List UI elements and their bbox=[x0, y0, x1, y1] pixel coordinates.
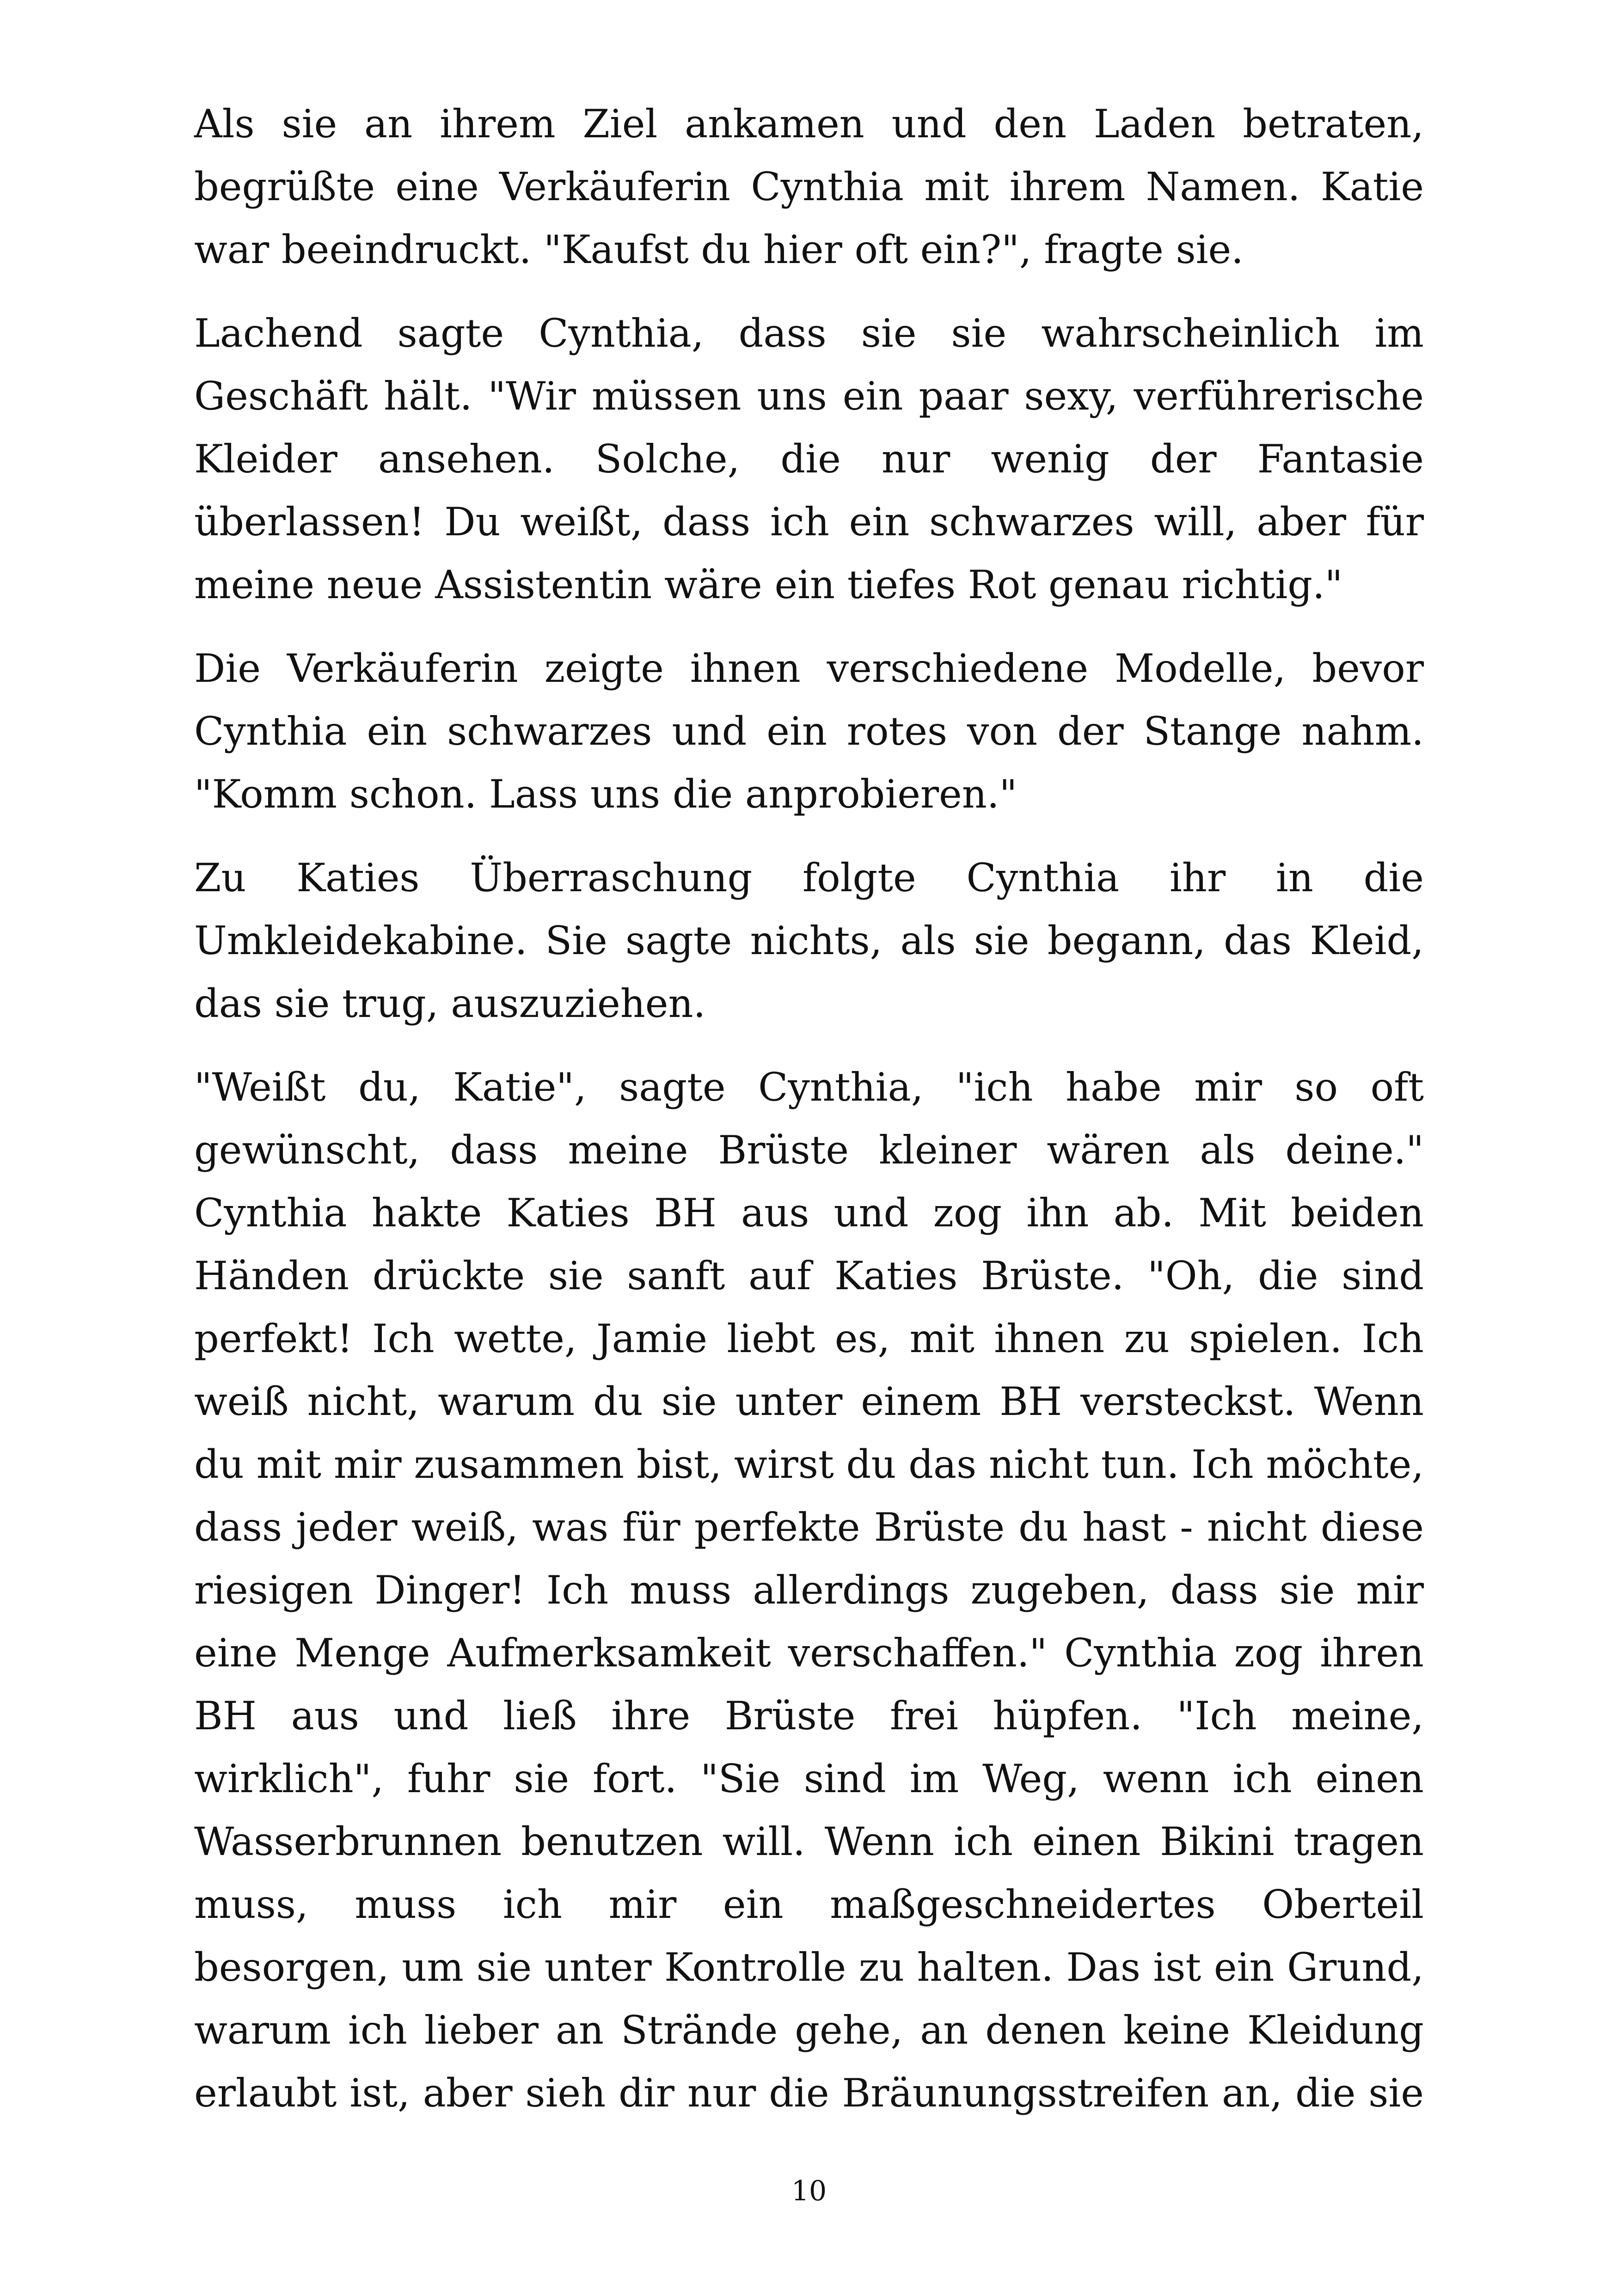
paragraph-1: Als sie an ihrem Ziel ankamen und den Laden betraten, begrüßte eine Verkäuferin Cynthia mit ihrem Namen. Katie war beeindruckt. "Kaufst du hier oft ein?", fragte sie. bbox=[194, 101, 1424, 272]
page-number: 10 bbox=[791, 2175, 827, 2207]
body-text bbox=[194, 92, 1424, 2145]
paragraph-5: "Weißt du, Katie", sagte Cynthia, "ich habe mir so oft gewünscht, dass meine Brüste kleiner wären als deine." Cynthia hakte Katies BH aus und zog ihn ab. Mit beiden Händen drückte sie sanft auf Katies Brüste. "Oh, die sind perfekt! Ich wette, Jamie liebt es, mit ihnen zu spielen. Ich weiß nicht, warum du sie unter einem BH versteckst. Wenn du mit mir zusammen bist, wirst du das nicht tun. Ich möchte, dass jeder weiß, was für perfekte Brüste du hast - nicht diese riesigen Dinger! Ich muss allerdings zugeben, dass sie mir eine Menge Aufmerksamkeit verschaffen." Cynthia zog ihren BH aus und ließ ihre Brüste frei hüpfen. "Ich meine, wirklich", fuhr sie fort. "Sie sind im Weg, wenn ich einen Wasserbrunnen benutzen will. Wenn ich einen Bikini tragen muss, muss ich mir ein maßgeschneidertes Oberteil besorgen, um sie unter Kontrolle zu halten. Das ist ein Grund, warum ich lieber an Strände gehe, an denen keine Kleidung erlaubt ist, aber sieh dir nur die Bräunungsstreifen an, die sie bbox=[194, 1065, 1424, 2116]
paragraph-2: Lachend sagte Cynthia, dass sie sie wahrscheinlich im Geschäft hält. "Wir müssen uns ein paar sexy, verführerische Kleider ansehen. Solche, die nur wenig der Fantasie überlassen! Du weißt, dass ich ein schwarzes will, aber für meine neue Assistentin wäre ein tiefes Rot genau richtig." bbox=[194, 311, 1424, 607]
paragraph-3: Die Verkäuferin zeigte ihnen verschiedene Modelle, bevor Cynthia ein schwarzes und ein rotes von der Stange nahm. "Komm schon. Lass uns die anprobieren." bbox=[194, 646, 1424, 817]
paragraph-4: Zu Katies Überraschung folgte Cynthia ihr in die Umkleidekabine. Sie sagte nichts, als sie begann, das Kleid, das sie trug, auszuziehen. bbox=[194, 855, 1424, 1026]
